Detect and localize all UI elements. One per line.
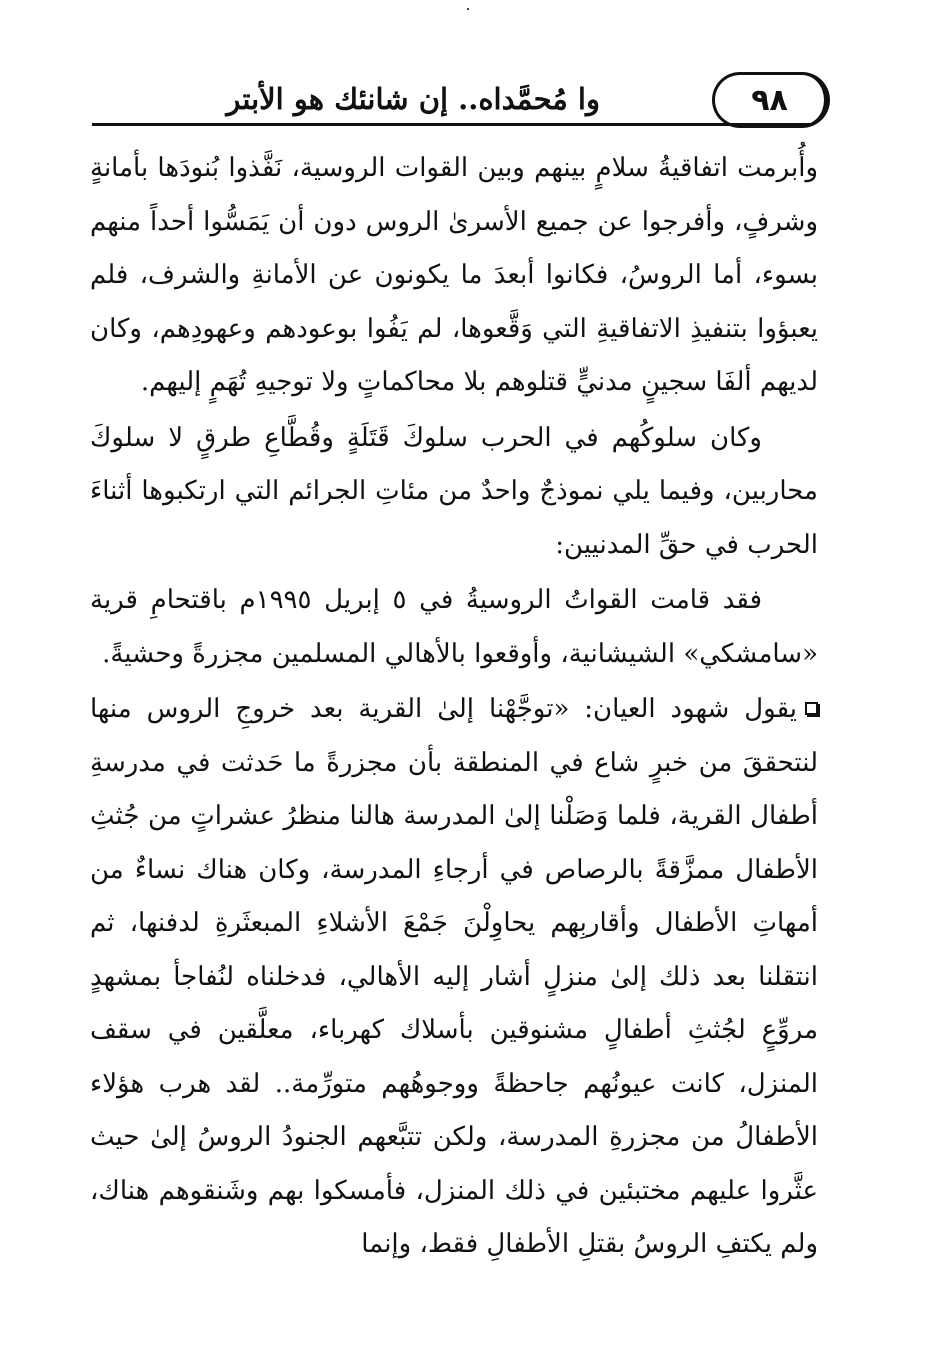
square-bullet-icon xyxy=(805,702,818,715)
page-top-mark xyxy=(467,8,469,10)
paragraph-2 xyxy=(90,412,818,573)
paragraph-text: يقول شهود العيان: «توجَّهْنا إلىٰ القرية بعد خروجِ الروس منها لنتحققَ من خبرٍ شاع في المنطقة بأن مجزرةً ما حَدثت في مدرسةِ أطفال القرية، فلما وَصَلْنا إلىٰ المدرسة هالنا منظرُ عشراتٍ من جُثثِ الأطفال ممزَّقةً بالرصاص في أرجاءِ المدرسة، وكان هناك نساءٌ من أمهاتِ الأطفال وأقاربِهم يحاوِلْنَ جَمْعَ الأشلاءِ المبعثَرةِ لدفنها، ثم انتقلنا بعد ذلك إلىٰ منزلٍ أشار إليه الأهالي، فدخلناه لنُفاجأ بمشهدٍ مروِّعٍ لجُثثِ أطفالٍ مشنوقين بأسلاك كهرباء، معلَّقين في سقف المنزل، كانت عيونُهم جاحظةً ووجوهُهم متورِّمة.. لقد هرب هؤلاء الأطفالُ من مجزرةِ المدرسة، ولكن تتبَّعهم الجنودُ الروسُ إلىٰ حيث عثَّروا عليهم مختبئين في ذلك المنزل، فأمسكوا بهم وشَنقوهم هناك، ولم يكتفِ الروسُ بقتلِ الأطفالِ فقط، وإنما xyxy=(90,694,818,1259)
paragraph-4 xyxy=(90,683,818,1272)
paragraph-3 xyxy=(90,574,818,681)
page-header xyxy=(92,72,830,128)
paragraph-1 xyxy=(90,142,818,410)
page-number-frame xyxy=(712,72,830,128)
header-rule xyxy=(92,123,812,126)
paragraph-text: وكان سلوكُهم في الحرب سلوكَ قَتَلَةٍ وقُطَّاعِ طرقٍ لا سلوكَ محاربين، وفيما يلي نموذجٌ واحدٌ من مئاتِ الجرائم التي ارتكبوها أثناءَ الحرب في حقِّ المدنيين: xyxy=(90,422,818,560)
paragraph-text: وأُبرمت اتفاقيةُ سلامٍ بينهم وبين القوات الروسية، نَفَّذوا بُنودَها بأمانةٍ وشرفٍ، وأفرجوا عن جميع الأسرىٰ الروس دون أن يَمَسُّوا أحداً منهم بسوء، أما الروسُ، فكانوا أبعدَ ما يكونون عن الأمانةِ والشرف، فلم يعبؤوا بتنفيذِ الاتفاقيةِ التي وَقَّعوها، لم يَفُوا بوعودهم وعهودِهم، وكان لديهم ألفَا سجينٍ مدنيٍّ قتلوهم بلا محاكماتٍ ولا توجيهِ تُهَمٍ إليهم. xyxy=(90,153,818,397)
page-number: ٩٨ xyxy=(751,82,788,118)
paragraph-text: فقد قامت القواتُ الروسيةُ في ٥ إبريل ١٩٩٥م باقتحامِ قرية «سامشكي» الشيشانية، وأوقعوا بالأهالي المسلمين مجزرةً وحشيةً. xyxy=(90,585,818,669)
body-text xyxy=(90,142,818,1272)
running-title: وا مُحمَّداه.. إن شانئك هو الأبتر xyxy=(226,82,600,116)
